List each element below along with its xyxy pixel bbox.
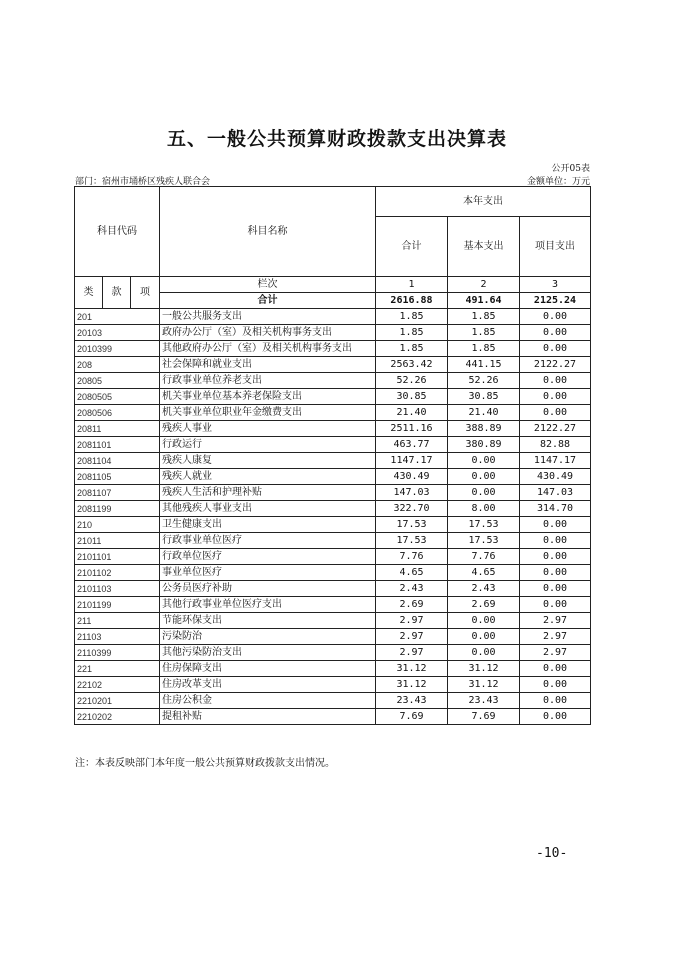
row-basic: 0.00	[448, 629, 520, 645]
header-basic: 基本支出	[448, 217, 520, 277]
row-basic: 2.69	[448, 597, 520, 613]
page-title: 五、一般公共预算财政拨款支出决算表	[166, 128, 507, 150]
table-row	[75, 661, 591, 677]
row-basic: 4.65	[448, 565, 520, 581]
row-subject-name: 行政单位医疗	[160, 549, 376, 565]
row-basic: 0.00	[448, 645, 520, 661]
row-basic: 441.15	[448, 357, 520, 373]
row-total: 430.49	[376, 469, 448, 485]
row-total: 1.85	[376, 309, 448, 325]
row-subject-name: 机关事业单位职业年金缴费支出	[160, 405, 376, 421]
row-subject-name: 污染防治	[160, 629, 376, 645]
row-project: 2.97	[520, 613, 591, 629]
row-basic: 31.12	[448, 661, 520, 677]
row-total: 1.85	[376, 341, 448, 357]
table-row	[75, 405, 591, 421]
row-project: 0.00	[520, 581, 591, 597]
row-project: 0.00	[520, 533, 591, 549]
header-total: 合计	[376, 217, 448, 277]
row-project: 0.00	[520, 405, 591, 421]
table-row	[75, 357, 591, 373]
table-row	[75, 549, 591, 565]
row-subject-name: 住房保障支出	[160, 661, 376, 677]
row-total: 31.12	[376, 677, 448, 693]
row-total: 2563.42	[376, 357, 448, 373]
table-row	[75, 517, 591, 533]
row-total: 2.97	[376, 613, 448, 629]
row-code: 2080506	[75, 405, 160, 421]
row-subject-name: 社会保障和就业支出	[160, 357, 376, 373]
row-code: 2080505	[75, 389, 160, 405]
row-total: 2.97	[376, 629, 448, 645]
row-project: 0.00	[520, 549, 591, 565]
header-xiang: 项	[131, 277, 160, 309]
row-total: 17.53	[376, 533, 448, 549]
total-row-project: 2125.24	[520, 293, 591, 309]
row-project: 0.00	[520, 661, 591, 677]
row-basic: 23.43	[448, 693, 520, 709]
row-total: 7.76	[376, 549, 448, 565]
table-row	[75, 485, 591, 501]
row-basic: 0.00	[448, 613, 520, 629]
table-row	[75, 677, 591, 693]
row-total: 30.85	[376, 389, 448, 405]
row-subject-name: 节能环保支出	[160, 613, 376, 629]
row-total: 147.03	[376, 485, 448, 501]
row-code: 20103	[75, 325, 160, 341]
row-total: 2.69	[376, 597, 448, 613]
row-project: 430.49	[520, 469, 591, 485]
row-project: 0.00	[520, 517, 591, 533]
row-project: 147.03	[520, 485, 591, 501]
row-code: 20811	[75, 421, 160, 437]
total-row-label: 合计	[160, 293, 376, 309]
row-subject-name: 机关事业单位基本养老保险支出	[160, 389, 376, 405]
total-row-basic: 491.64	[448, 293, 520, 309]
row-total: 1147.17	[376, 453, 448, 469]
unit-label: 金额单位：万元	[526, 177, 590, 187]
row-subject-name: 其他残疾人事业支出	[160, 501, 376, 517]
row-code: 21011	[75, 533, 160, 549]
row-code: 22102	[75, 677, 160, 693]
department-label: 部门：宿州市埇桥区残疾人联合会	[75, 177, 211, 187]
row-code: 2101102	[75, 565, 160, 581]
table-row	[75, 341, 591, 357]
table-row	[75, 309, 591, 325]
row-code: 210	[75, 517, 160, 533]
row-subject-name: 公务员医疗补助	[160, 581, 376, 597]
table-row	[75, 373, 591, 389]
row-basic: 1.85	[448, 341, 520, 357]
row-code: 2081199	[75, 501, 160, 517]
table-row	[75, 453, 591, 469]
table-row	[75, 613, 591, 629]
row-project: 0.00	[520, 389, 591, 405]
row-basic: 0.00	[448, 469, 520, 485]
header-subject-code: 科目代码	[75, 187, 160, 277]
row-code: 2101199	[75, 597, 160, 613]
header-kuan: 款	[103, 277, 131, 309]
row-code: 2081101	[75, 437, 160, 453]
row-project: 2.97	[520, 645, 591, 661]
row-subject-name: 提租补贴	[160, 709, 376, 725]
table-row	[75, 437, 591, 453]
row-total: 17.53	[376, 517, 448, 533]
row-project: 82.88	[520, 437, 591, 453]
row-basic: 17.53	[448, 533, 520, 549]
table-note: 注：本表反映部门本年度一般公共预算财政拨款支出情况。	[75, 758, 335, 769]
row-basic: 0.00	[448, 453, 520, 469]
row-code: 2010399	[75, 341, 160, 357]
row-subject-name: 一般公共服务支出	[160, 309, 376, 325]
row-basic: 380.89	[448, 437, 520, 453]
row-basic: 31.12	[448, 677, 520, 693]
appropriation-expenditure-table	[74, 186, 591, 725]
row-basic: 1.85	[448, 309, 520, 325]
table-row	[75, 597, 591, 613]
row-code: 201	[75, 309, 160, 325]
row-total: 52.26	[376, 373, 448, 389]
row-project: 2122.27	[520, 421, 591, 437]
row-basic: 17.53	[448, 517, 520, 533]
row-subject-name: 卫生健康支出	[160, 517, 376, 533]
row-project: 0.00	[520, 597, 591, 613]
row-basic: 30.85	[448, 389, 520, 405]
row-subject-name: 残疾人康复	[160, 453, 376, 469]
row-subject-name: 残疾人事业	[160, 421, 376, 437]
row-total: 463.77	[376, 437, 448, 453]
row-total: 2511.16	[376, 421, 448, 437]
row-code: 2110399	[75, 645, 160, 661]
table-row	[75, 645, 591, 661]
row-code: 2210201	[75, 693, 160, 709]
header-subject-name: 科目名称	[160, 187, 376, 277]
row-subject-name: 残疾人就业	[160, 469, 376, 485]
row-subject-name: 其他行政事业单位医疗支出	[160, 597, 376, 613]
row-project: 0.00	[520, 693, 591, 709]
row-code: 2101101	[75, 549, 160, 565]
row-subject-name: 行政事业单位养老支出	[160, 373, 376, 389]
table-row	[75, 421, 591, 437]
row-subject-name: 住房改革支出	[160, 677, 376, 693]
row-code: 21103	[75, 629, 160, 645]
table-row	[75, 325, 591, 341]
row-code: 2081104	[75, 453, 160, 469]
header-lei: 类	[75, 277, 103, 309]
row-subject-name: 其他污染防治支出	[160, 645, 376, 661]
row-code: 20805	[75, 373, 160, 389]
row-total: 23.43	[376, 693, 448, 709]
row-code: 2210202	[75, 709, 160, 725]
header-col1: 1	[376, 277, 448, 293]
table-row	[75, 389, 591, 405]
row-basic: 52.26	[448, 373, 520, 389]
row-subject-name: 住房公积金	[160, 693, 376, 709]
header-col3: 3	[520, 277, 591, 293]
table-row	[75, 469, 591, 485]
row-project: 1147.17	[520, 453, 591, 469]
table-row	[75, 581, 591, 597]
row-project: 314.70	[520, 501, 591, 517]
row-total: 4.65	[376, 565, 448, 581]
row-subject-name: 政府办公厅（室）及相关机构事务支出	[160, 325, 376, 341]
header-col2: 2	[448, 277, 520, 293]
row-basic: 8.00	[448, 501, 520, 517]
row-basic: 7.76	[448, 549, 520, 565]
row-total: 2.97	[376, 645, 448, 661]
header-current-year: 本年支出	[376, 187, 591, 217]
header-column-order: 栏次	[160, 277, 376, 293]
row-basic: 21.40	[448, 405, 520, 421]
row-subject-name: 事业单位医疗	[160, 565, 376, 581]
header-project: 项目支出	[520, 217, 591, 277]
form-number: 公开05表	[551, 164, 590, 174]
table-row	[75, 501, 591, 517]
row-project: 0.00	[520, 309, 591, 325]
row-subject-name: 行政事业单位医疗	[160, 533, 376, 549]
row-code: 2101103	[75, 581, 160, 597]
row-code: 221	[75, 661, 160, 677]
row-code: 208	[75, 357, 160, 373]
row-basic: 388.89	[448, 421, 520, 437]
row-total: 7.69	[376, 709, 448, 725]
row-code: 2081107	[75, 485, 160, 501]
row-subject-name: 其他政府办公厅（室）及相关机构事务支出	[160, 341, 376, 357]
table-row	[75, 693, 591, 709]
row-project: 2.97	[520, 629, 591, 645]
row-project: 0.00	[520, 373, 591, 389]
table-row	[75, 565, 591, 581]
row-project: 0.00	[520, 325, 591, 341]
row-subject-name: 残疾人生活和护理补贴	[160, 485, 376, 501]
row-total: 1.85	[376, 325, 448, 341]
row-basic: 0.00	[448, 485, 520, 501]
row-subject-name: 行政运行	[160, 437, 376, 453]
row-code: 2081105	[75, 469, 160, 485]
row-basic: 7.69	[448, 709, 520, 725]
total-row-total: 2616.88	[376, 293, 448, 309]
row-project: 0.00	[520, 709, 591, 725]
row-basic: 1.85	[448, 325, 520, 341]
row-project: 0.00	[520, 341, 591, 357]
row-total: 322.70	[376, 501, 448, 517]
table-row	[75, 709, 591, 725]
row-project: 0.00	[520, 677, 591, 693]
table-row	[75, 533, 591, 549]
row-code: 211	[75, 613, 160, 629]
page-number: -10-	[536, 846, 568, 861]
row-project: 0.00	[520, 565, 591, 581]
row-total: 2.43	[376, 581, 448, 597]
table-row	[75, 629, 591, 645]
row-total: 21.40	[376, 405, 448, 421]
row-total: 31.12	[376, 661, 448, 677]
row-project: 2122.27	[520, 357, 591, 373]
row-basic: 2.43	[448, 581, 520, 597]
